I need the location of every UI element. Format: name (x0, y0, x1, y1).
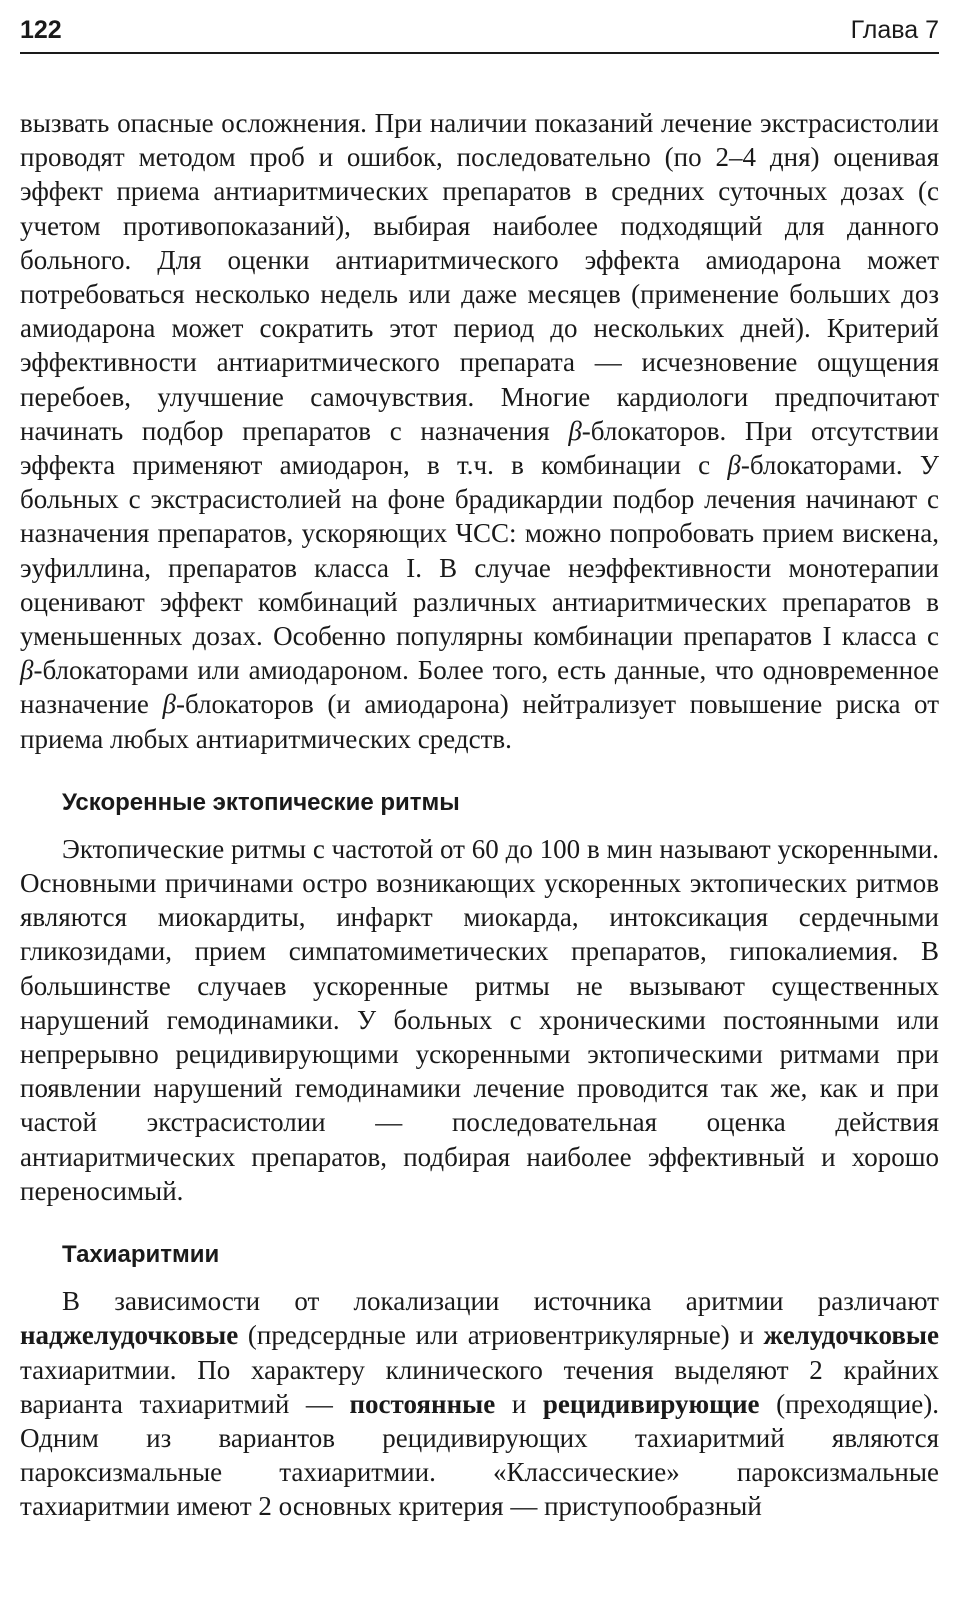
paragraph-text: -блокаторами или амиодароном. Более того, есть данные, что одновременное назначение (20, 655, 939, 720)
paragraph-text: -блокаторов. При отсутствии эффекта применяют амиодарон, в т.ч. в комбинации с (20, 415, 939, 481)
bold-term: постоянные (349, 1388, 496, 1419)
bold-term: наджелудочковые (20, 1320, 239, 1351)
paragraph-continued (20, 106, 939, 756)
section-heading-accelerated-rhythms: Ускоренные эктопические ритмы (62, 788, 460, 816)
paragraph-text: и (495, 1388, 543, 1419)
section-heading-tachyarrhythmias: Тахиаритмии (62, 1241, 220, 1269)
bold-term: желудочковые (763, 1320, 939, 1351)
paragraph-tachyarrhythmias (20, 1284, 939, 1523)
paragraph-text: (предсердные или атриовентрикулярные) и (238, 1320, 764, 1351)
paragraph-text: В зависимости от локализации источника аритмии различают (62, 1286, 939, 1317)
paragraph-text: -блокаторов (и амиодарона) нейтрализует повышение риска от приема любых антиаритмических средств. (20, 689, 939, 754)
paragraph-accelerated-rhythms: Эктопические ритмы с частотой от 60 до 100 в мин называют ускоренными. Основными причинами остро возникающих ускоренных эктопических ритмов являются миокардиты, инфаркт миокарда, интоксикация сердечными гликозидами, прием симпатомиметических препаратов, гипокалиемия. В большинстве случаев ускоренные ритмы не вызывают существенных нарушений гемодинамики. У больных с хроническими постоянными или непрерывно рецидивирующими ускоренными эктопическими ритмами при появлении нарушений гемодинамики лечение проводится так же, как и при частой экстрасистолии — последовательная оценка действия антиаритмических препаратов, подбирая наиболее эффективный и хорошо переносимый. (20, 833, 939, 1206)
beta-symbol: β (727, 450, 741, 481)
running-head (20, 0, 939, 54)
paragraph-text: тахиаритмии. По характеру клинического течения выделяют 2 крайних варианта тахиаритмий — (20, 1354, 939, 1419)
page-body (20, 106, 939, 1524)
chapter-title: Глава 7 (850, 16, 939, 44)
bold-term: рецидивирующие (542, 1388, 760, 1419)
page-number: 122 (20, 16, 62, 44)
paragraph-text: вызвать опасные осложнения. При наличии показаний лечение экстрасистолии проводят методом проб и ошибок, последовательно (по 2–4 дня) оценивая эффект приема антиаритмических препаратов в средних суточных дозах (с учетом противопоказаний), выбирая наиболее подходящий для данного больного. Для оценки антиаритмического эффекта амиодарона может потребоваться несколько недель или даже месяцев (применение больших доз амиодарона может сократить этот период до нескольких дней). Критерий эффективности антиаритмического препарата — исчезновение ощущения перебоев, улучшение самочувствия. Многие кардиологи предпочитают начинать подбор препаратов с назначения (20, 108, 939, 446)
beta-symbol: β (20, 655, 34, 686)
paragraph-text: -блокаторами. У больных с экстрасистолией на фоне брадикардии подбор лечения начинают с назначения препаратов, ускоряющих ЧСС: можно попробовать прием вискена, эуфиллина, препаратов класса I. В случае неэффективности монотерапии оценивают эффект комбинаций различных антиаритмических препаратов в уменьшенных дозах. Особенно популярны комбинации препаратов I класса с (20, 450, 939, 652)
paragraph-text: (преходящие). Одним из вариантов рецидивирующих тахиаритмий являются пароксизмальные тахиаритмии. «Классические» пароксизмальные тахиаритмии имеют 2 основных критерия — приступообразный (20, 1388, 939, 1522)
beta-symbol: β (568, 415, 582, 446)
beta-symbol: β (162, 689, 176, 720)
